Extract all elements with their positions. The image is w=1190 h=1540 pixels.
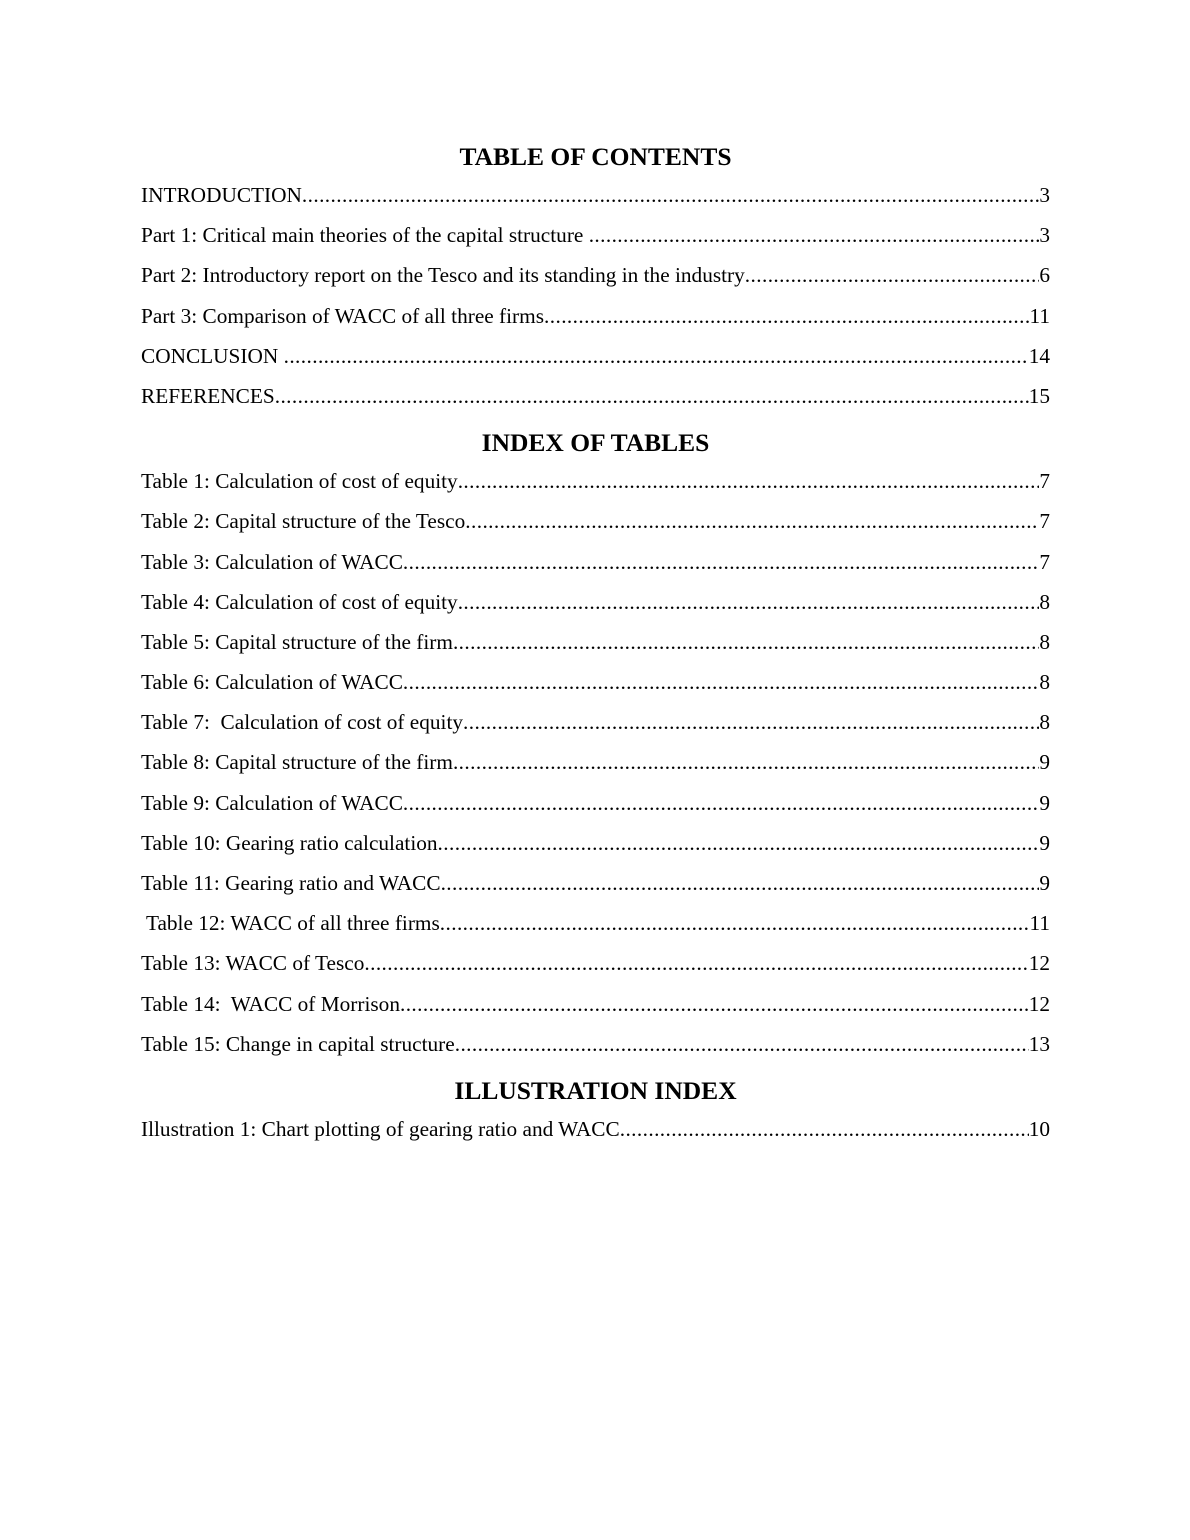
entry-page-number: 9 <box>1039 871 1050 895</box>
entry-label: Table 12: WACC of all three firms <box>141 911 440 936</box>
entry-label: Part 3: Comparison of WACC of all three firms <box>141 303 545 328</box>
toc-entry-link[interactable] <box>141 263 1050 303</box>
entry-page-number: 12 <box>1028 951 1050 976</box>
tables-heading: INDEX OF TABLES <box>481 428 710 458</box>
entry-label: Table 13: WACC of Tesco <box>141 951 365 976</box>
entry-label: Table 11: Gearing ratio and WACC <box>141 871 441 895</box>
dot-leader <box>455 1032 1029 1056</box>
entry-label: Table 9: Calculation of WACC <box>141 790 403 815</box>
dot-leader <box>284 344 1029 368</box>
toc-entry-link[interactable] <box>141 550 1050 590</box>
toc-entry-link[interactable] <box>141 509 1050 549</box>
entry-page-number: 14 <box>1028 343 1050 368</box>
toc-entry-link[interactable] <box>141 750 1050 790</box>
dot-leader <box>403 670 1039 694</box>
entry-label: Table 14: WACC of Morrison <box>141 991 400 1016</box>
entry-label: Part 1: Critical main theories of the capital structure <box>141 223 589 248</box>
toc-entry-link[interactable] <box>141 911 1050 951</box>
illustrations-list <box>141 1117 1050 1157</box>
entry-label: Table 4: Calculation of cost of equity <box>141 589 458 614</box>
entry-label: REFERENCES <box>141 383 275 408</box>
dot-leader <box>453 630 1039 654</box>
entry-page-number: 15 <box>1028 383 1050 408</box>
toc-entry-link[interactable] <box>141 384 1050 424</box>
dot-leader <box>463 710 1039 734</box>
toc-entry-link[interactable] <box>141 670 1050 710</box>
toc-entry-link[interactable] <box>141 590 1050 630</box>
entry-label: Table 10: Gearing ratio calculation <box>141 830 438 855</box>
entry-page-number: 9 <box>1039 830 1050 855</box>
entry-label: Table 1: Calculation of cost of equity <box>141 469 458 494</box>
toc-entry-link[interactable] <box>141 183 1050 223</box>
toc-list <box>141 183 1050 424</box>
entry-label: Table 2: Capital structure of the Tesco <box>141 509 466 534</box>
dot-leader <box>400 992 1029 1016</box>
toc-entry-link[interactable] <box>141 630 1050 670</box>
entry-page-number: 9 <box>1039 790 1050 815</box>
dot-leader <box>544 304 1029 328</box>
dot-leader <box>458 469 1040 493</box>
dot-leader <box>403 550 1039 574</box>
illustration-index <box>141 1074 1050 1157</box>
dot-leader <box>745 263 1040 287</box>
entry-label: INTRODUCTION <box>141 183 302 207</box>
toc-entry-link[interactable] <box>141 710 1050 750</box>
toc-entry-link[interactable] <box>141 951 1050 991</box>
dot-leader <box>440 911 1030 935</box>
toc-entry-link[interactable] <box>141 344 1050 384</box>
dot-leader <box>275 384 1029 408</box>
entry-page-number: 9 <box>1039 750 1050 775</box>
toc-entry-link[interactable] <box>141 469 1050 509</box>
entry-page-number: 11 <box>1029 911 1050 936</box>
entry-page-number: 3 <box>1039 183 1050 207</box>
entry-label: Table 7: Calculation of cost of equity <box>141 710 464 735</box>
dot-leader <box>364 951 1028 975</box>
dot-leader <box>620 1117 1029 1141</box>
index-of-tables <box>141 426 1050 1072</box>
entry-page-number: 7 <box>1039 509 1050 534</box>
entry-page-number: 8 <box>1039 629 1050 654</box>
entry-page-number: 10 <box>1028 1116 1050 1141</box>
dot-leader <box>589 223 1040 247</box>
toc-entry-link[interactable] <box>141 223 1050 263</box>
toc-entry-link[interactable] <box>141 1117 1050 1157</box>
entry-label: Table 8: Capital structure of the firm <box>141 750 453 775</box>
toc-entry-link[interactable] <box>141 831 1050 871</box>
entry-page-number: 8 <box>1039 710 1050 735</box>
entry-page-number: 8 <box>1039 589 1050 614</box>
entry-page-number: 6 <box>1039 263 1050 288</box>
illustrations-heading: ILLUSTRATION INDEX <box>454 1075 737 1105</box>
document-page <box>141 140 1050 1167</box>
entry-page-number: 11 <box>1029 303 1050 328</box>
entry-label: Part 2: Introductory report on the Tesco and its standing in the industry <box>141 263 745 288</box>
entry-label: Illustration 1: Chart plotting of gearing ratio and WACC <box>141 1116 620 1141</box>
entry-page-number: 7 <box>1039 549 1050 574</box>
dot-leader <box>458 590 1040 614</box>
toc-heading: TABLE OF CONTENTS <box>459 142 732 171</box>
dot-leader <box>438 831 1040 855</box>
toc-entry-link[interactable] <box>141 304 1050 344</box>
entry-page-number: 7 <box>1039 469 1050 494</box>
entry-page-number: 12 <box>1028 991 1050 1016</box>
table-of-contents <box>141 140 1050 424</box>
toc-entry-link[interactable] <box>141 992 1050 1032</box>
entry-page-number: 13 <box>1028 1031 1050 1056</box>
entry-label: Table 15: Change in capital structure <box>141 1031 455 1056</box>
toc-entry-link[interactable] <box>141 871 1050 911</box>
entry-label: Table 5: Capital structure of the firm <box>141 629 453 654</box>
entry-page-number: 8 <box>1039 670 1050 695</box>
dot-leader <box>302 183 1039 207</box>
dot-leader <box>453 750 1039 774</box>
entry-page-number: 3 <box>1039 223 1050 248</box>
dot-leader <box>465 509 1039 533</box>
toc-entry-link[interactable] <box>141 1032 1050 1072</box>
entry-label: CONCLUSION <box>141 343 284 368</box>
dot-leader <box>441 871 1040 895</box>
dot-leader <box>403 791 1039 815</box>
tables-list <box>141 469 1050 1072</box>
toc-entry-link[interactable] <box>141 791 1050 831</box>
entry-label: Table 6: Calculation of WACC <box>141 670 403 695</box>
entry-label: Table 3: Calculation of WACC <box>141 549 403 574</box>
